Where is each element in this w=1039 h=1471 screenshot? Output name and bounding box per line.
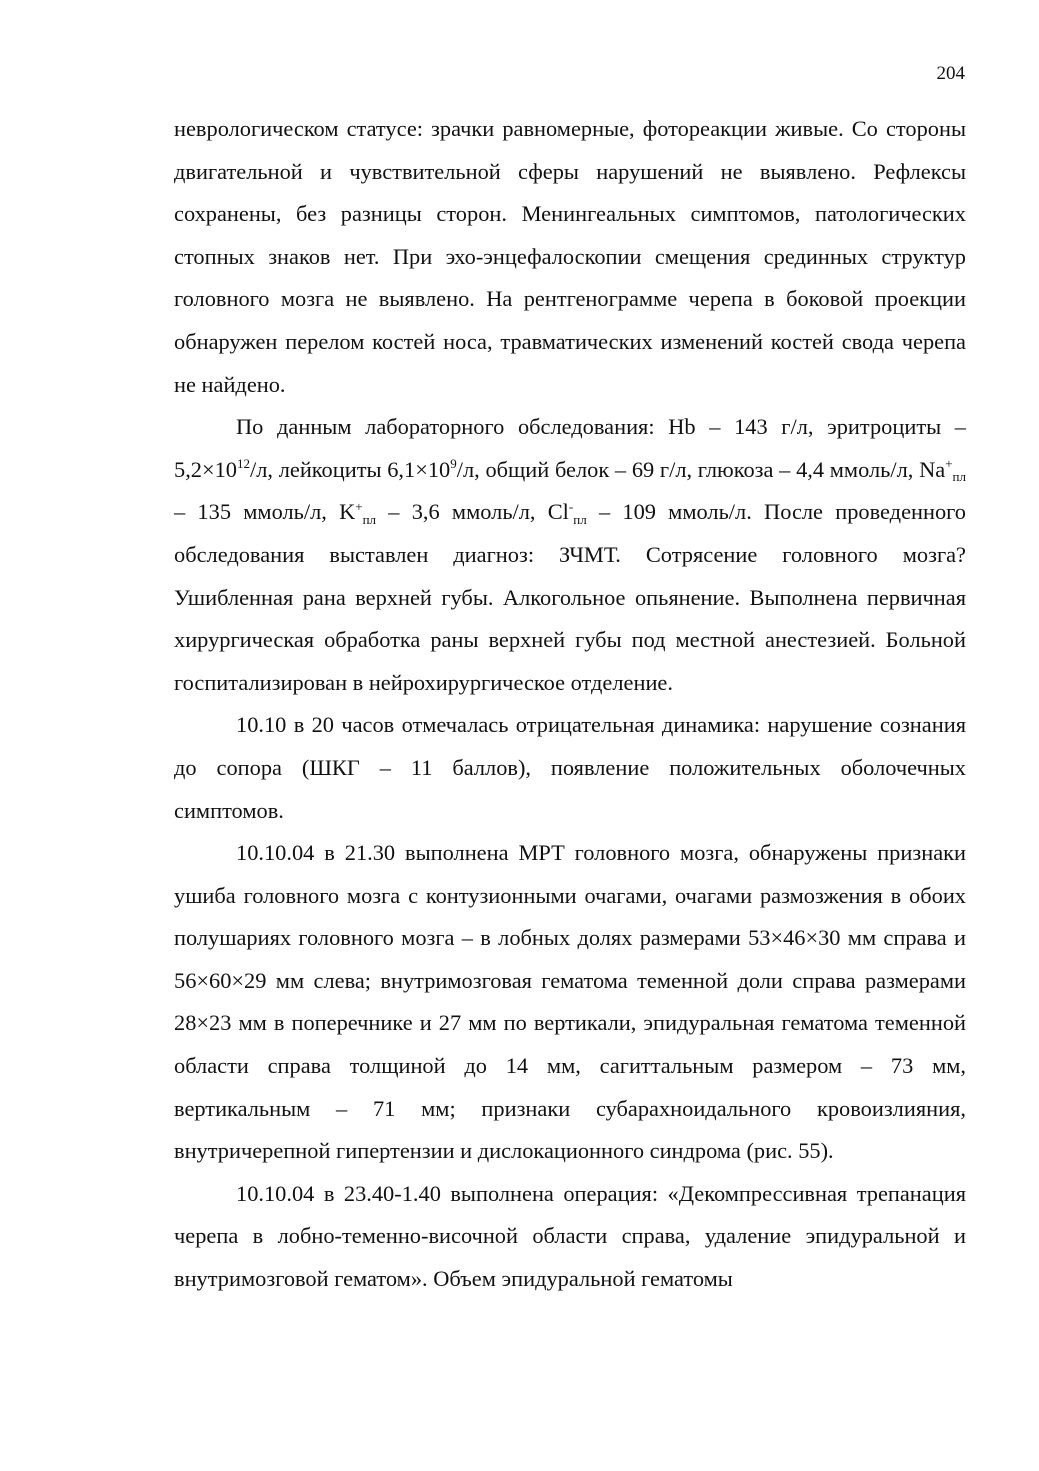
paragraph-neurological-status: неврологическом статусе: зрачки равномерные, фотореакции живые. Со стороны двигательной и чувствительной сферы нарушений не выявлено. Рефлексы сохранены, без разницы сторон. Менингеальных симптомов, патологических стопных знаков нет. При эхо-энцефалоскопии смещения срединных структур головного мозга не выявлено. На рентгенограмме черепа в боковой проекции обнаружен перелом костей носа, травматических изменений костей свода черепа не найдено. — [174, 116, 966, 397]
document-body — [174, 108, 966, 1301]
lab-text-2: /л, лейкоциты 6,1×10 — [250, 456, 451, 482]
paragraph-lab-results — [174, 406, 966, 704]
sodium-charge: + — [945, 456, 953, 472]
exponent-erythrocytes: 12 — [237, 456, 251, 472]
lab-text-1: По данным лабораторного обследования: Hb – 143 г/л, эритроциты – 5,2×10 — [174, 414, 966, 482]
lab-text-5: – 3,6 ммоль/л, Cl — [376, 499, 569, 525]
sodium-subscript: пл — [952, 469, 966, 485]
chloride-charge: - — [568, 498, 574, 514]
paragraph-mri-findings: 10.10.04 в 21.30 выполнена МРТ головного мозга, обнаружены признаки ушиба головного мозга с контузионными очагами, очагами размозжения в обоих полушариях головного мозга – в лобных долях размерами 53×46×30 мм справа и 56×60×29 мм слева; внутримозговая гематома теменной доли справа размерами 28×23 мм в поперечнике и 27 мм по вертикали, эпидуральная гематома теменной области справа толщиной до 14 мм, сагиттальным размером – 73 мм, вертикальным – 71 мм; признаки субарахноидального кровоизлияния, внутричерепной гипертензии и дислокационного синдрома (рис. 55). — [174, 840, 966, 1164]
lab-text-4: – 135 ммоль/л, K — [174, 499, 356, 525]
potassium-charge: + — [355, 498, 363, 514]
paragraph-negative-dynamics: 10.10 в 20 часов отмечалась отрицательная динамика: нарушение сознания до сопора (ШКГ – 11 баллов), появление положительных оболочечных симптомов. — [174, 712, 966, 823]
exponent-leukocytes: 9 — [450, 456, 457, 472]
potassium-subscript: пл — [362, 511, 377, 527]
paragraph-operation: 10.10.04 в 23.40-1.40 выполнена операция: «Декомпрессивная трепанация черепа в лобно-теменно-височной области справа, удаление эпидуральной и внутримозговой гематом». Объем эпидуральной гематомы — [174, 1180, 966, 1292]
page-number: 204 — [936, 63, 965, 84]
lab-text-6: – 109 ммоль/л. После проведенного обследования выставлен диагноз: ЗЧМТ. Сотрясение головного мозга? Ушибленная рана верхней губы. Алкогольное опьянение. Выполнена первичная хирургическая обработка раны верхней губы под местной анестезией. Больной госпитализирован в нейрохирургическое отделение. — [174, 499, 966, 695]
lab-text-3: /л, общий белок – 69 г/л, глюкоза – 4,4 ммоль/л, Na — [456, 456, 946, 482]
chloride-subscript: пл — [573, 511, 587, 527]
